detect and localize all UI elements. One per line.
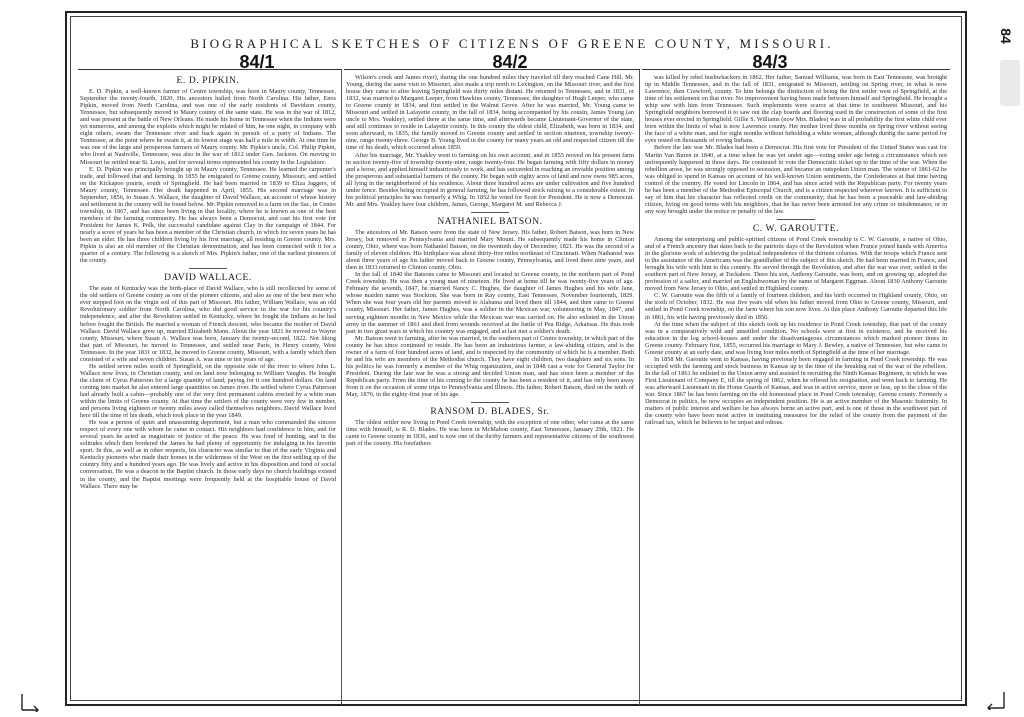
text-column-1	[80, 74, 336, 701]
paragraph: E. D. Pipkin, a well-known farmer of Centre township, was born in Maury county, Tennessee, September the twenty-fourth, 1820. His ancestors hailed from North Carolina. His father, Enos Pipkin, moved from North Carolina, and was one of the early residents of Davidson county, Tennessee, but subsequently moved to Maury county of the same state. He was in the war of 1812, and was present at the battle of New Orleans. He made his home in Tennessee when the Indians were yet numerous, and among the exploits which might be related of him, he one night, in company with eight others, swam the Tennessee river and back again in pursuit of a party of Indians. The Tennessee, at the point where he swam it, at its lowest stage was half a mile in width. At one time he was one of the large and prosperous farmers of Maury county. Mr. Pipkin's uncle, Col. Philip Pipkin, who lived at Nashville, Tennessee, was also in the war of 1812 under Gen. Jackson. On moving to Missouri he settled near St. Louis, and for several terms represented his county in the Legislature.	[80, 88, 336, 166]
paragraph: E. D. Pipkin was principally brought up in Maury county, Tennessee. He learned the carpenter's trade, and followed that and farming. In 1855 he emigrated to Greene county, Missouri, and settled on the Kickapoo prairie, south of Springfield. He had been married in 1839 to Eliza Jaggers, of Maury county, Tennessee. Her death happened in April, 1855. His second marriage was in September, 1856, to Susan A. Wallace, the daughter of David Wallace, an account of whose history and settlement in the county will be found below. Mr. Pipkin removed to a farm on the Sac, in Centre township, in 1867, and has since been living in that locality, where he is known as one of the best members of the farming community. He has always been a Democrat, and cast his first vote for President for James K. Polk, the successful candidate against Clay in the campaign of 1844. For nearly a score of years he has been a member of the Christian church, in which for seven years he has been an elder. He has three children living by his first marriage, all residing in Greene county. Mrs. Pipkin is also an old member of the Christian denomination, and has been connected with it for a quarter of a century. The following is a sketch of Mrs. Pipkin's father, one of the earliest pioneers of the county.	[80, 165, 336, 265]
column-divider-1	[341, 70, 342, 705]
corner-bracket-icon	[20, 690, 42, 712]
heading-wallace: DAVID WALLACE.	[164, 273, 252, 284]
paragraph: Among the enterprising and public-spirited citizens of Pond Creek township is C. W. Garoutte, a native of Ohio, and of a French ancestry that dates back to the patriotic days of the Revolution when France joined hands with America in the glorious work of achieving the political independence of the thirteen colonies. With the troops which France sent to the assistance of the Americans was the grandfather of the subject of this sketch. He had been married in France, and brought his wife with him to this country. He served through the Revolution, and after the war was over, settled in the southern part of New Jersey, at Tuckahoe. There his son, Anthony Garoutte, was born, and on growing up, adopted the profession of a sailor, and married an Englishwoman by the name of Margaret Eggman. About 1830 Anthony Garoutte moved from New Jersey to Ohio, and settled in Highland county.	[645, 235, 947, 293]
text-column-2	[346, 74, 634, 701]
paragraph: Wilson's creek and James river), during the one hundred miles they traveled till they reached Cane Hill. Mr. Young, during the same visit to Missouri, also made a trip north to Lexington, on the Missouri river, and the first house they came to after leaving Springfield was thirty miles distant. He returned to Tennessee, and in 1831, or 1832, was married to Margaret Leeper, from Hawkins county, Tennessee, the daughter of Hugh Leeper, who came to Greene county in 1834, and first settled in the Walnut Grove. After he was married, Mr. Young came to Missouri and settled in Lafayette county, in the fall of 1834, being accompanied by his cousin, James Young (an uncle to Mrs. Yeakley), settled there at the same time, and afterwards became Lieutenant-Governor of the state, and still continues to reside in Lafayette county. In this county the oldest child, Elizabeth, was born in 1834, and soon afterward, in 1835, the family moved to Greene county and settled in section nineteen, township twenty-nine, range twenty-three. George B. Young lived in the county for many years an old and respected citizen till the time of his death, which occurred about 1859.	[346, 74, 634, 152]
paragraph: The oldest settler now living in Pond Creek township, with the exception of one other, who came at the same time with himself, is R. D. Blades. He was born in McMahon county, East Tennessee, January 29th, 1821. He came to Greene county in 1836, and is now one of the thrifty farmers and representative citizens of the southwest part of the county. His forefathers	[346, 419, 634, 448]
paragraph: After his marriage, Mr. Yeakley went to farming on his own account, and in 1855 moved on his present farm in section twenty-five of township twenty-nine, range twenty-four. He began farming with fifty dollars in money and a horse, and applied himself industriously to work, and has succeeded in reaching an enviable position among the prosperous and substantial farmers of the county. He began with eighty acres of land and now owns 985 acres, all lying in the neighborhood of his residence. About three hundred acres are under cultivation and five hundred under fence. Besides being occupied in general farming, he has followed stock raising to a considerable extent. In his political principles he was formerly a Whig. In 1852 he voted for Scott for President. He is now a Democrat. Mr. and Mrs. Yeakley have four children, James, George, Margaret M. and Rebecca J.	[346, 151, 634, 208]
corner-arrow-icon	[984, 688, 1006, 710]
paragraph: The ancestors of Mr. Batson were from the state of New Jersey. His father, Robert Batson, was born in New Jersey, but removed to Pennsylvania and married Mary Mount. He subsequently made his home in Clinton county, Ohio, where was born Nathaniel Batson, on the twentieth day of December, 1821. He was the second of a family of eleven children. His birthplace was about thirty-five miles northeast of Cincinnati. When Nathaniel was about three years of age his father moved back to Greene county, Pennsylvania, and lived there nine years, and then in 1833 returned to Clinton county, Ohio.	[346, 228, 634, 272]
heading-garoutte: C. W. GAROUTTE.	[752, 223, 840, 234]
page-number-1: 84/1	[239, 52, 275, 72]
edge-page-number: 84	[998, 28, 1015, 44]
paragraph: was killed by rebel bushwhackers in 1862. Her father, Samuel Williams, was born in East Tennessee, was brought up in Middle Tennessee, and in the fall of 1831, emigrated to Missouri, settling on Spring river, in what is now Lawrence, then Crawford, county. To him belongs the distinction of being the first settler west of Springfield, at the time of his settlement on that river. No improvement having been made between himself and Springfield. He brought a whip saw with him from Tennessee. Such implements were scarce at that time in southwest Missouri, and his Springfield neighbors borrowed it to saw out the clap boards and flooring used in the construction of some of the first houses ever erected in Springfield. Gillie S. Williams (now Mrs. Blades) was in all probability the first white child ever born within the limits of what is now Lawrence county. Her mother lived three months on Spring river without seeing the face of a white man, and for eight months without beholding a white woman, although during the same period for eyes rested on thousands of roving Indians.	[645, 74, 947, 145]
paragraph: C. W. Garoutte was the fifth of a family of fourteen children, and his birth occurred in Highland county, Ohio, on the sixth of October, 1832. He was five years old when his father moved from Ohio to Greene county, Missouri, and settled in Pond Creek township, on the farm where his son now lives. At this place Anthony Garoutte departed this life in 1861, his wife having previously died in 1856.	[645, 292, 947, 321]
heading-pipkin: E. D. PIPKIN.	[176, 76, 240, 86]
paragraph: At the time when the subject of this sketch took up his residence in Pond Creek township, that part of the county was in a comparatively wild and unsettled condition. No schools were at first in existence, and he received his education in the log school-houses and under the disadvantageous circumstances which marked pioneer times in Greene county. February first, 1855, occurred his marriage to Mary J. Bewley, a native of Tennessee, but who came to Greene county at an early date, and was living four miles north of Springfield at the time of her marriage.	[645, 320, 947, 356]
section-rule	[777, 219, 815, 220]
paragraph: The state of Kentucky was the birth-place of David Wallace, who is still recollected by some of the old settlers of Greene county as one of the pioneer citizens, and also as one of the best men who ever stepped foot on the virgin soil of this part of Missouri. His father, William Wallace, was an old Revolutionary soldier from North Carolina, who did good service in the war for his country's independence, and after the Revolution settled in Kentucky, where he fought the Indians as he had before fought the British. He married a woman of French descent, who became the mother of David Wallace. David Wallace grew up, married Elizabeth Mann. About the year 1821 he moved to Wayne county, Missouri, where Susan A. Wallace was born, January the twenty-second, 1822. Not liking that part of Missouri, he moved to Tennessee, and settled near Paris, in Henry county, West Tennessee. In the year 1831 or 1832, he moved to Greene county, Missouri, with a family which then consisted of a wife and seven children. Susan A. was nine or ten years of age.	[80, 285, 336, 363]
section-rule	[189, 268, 227, 269]
heading-batson: NATHANIEL BATSON.	[437, 216, 543, 227]
column-divider-2	[639, 70, 640, 705]
page-number-2: 84/2	[492, 52, 528, 72]
text-column-3	[645, 74, 947, 701]
scan-smudge	[1000, 60, 1020, 106]
section-rule	[471, 212, 509, 213]
paragraph: Mr. Batson went to farming, after he was married, in the southern part of Centre township, in which part of the county he has since continued to reside. He has been an industrious farmer, a law-abiding citizen, and is the owner of a farm of four hundred acres of land, and is respected by the community of which he is a member. Both he and his wife are members of the Methodist church. They have eight children, two daughters and six sons. In his politics he was formerly a member of the Whig organization, and in 1848 cast a vote for General Taylor for President. During the late war he was a strong and decided Union man, and has since been a member of the Republican party. From the time of his coming to the county he has been a resident of it, and has only been away from it on the occasion of some trips to Pennsylvania and Illinois. His father, Robert Batson, died on the tenth of May, 1876, in the eighty-first year of his age.	[346, 334, 634, 399]
page-number-3: 84/3	[752, 52, 788, 72]
section-rule	[471, 402, 509, 403]
paragraph: In 1858 Mr. Garoutte went to Kansas, having previously been engaged in farming in Pond Creek township. He was occupied with the farming and stock business in Kansas up to the time of the breaking out of the war of the rebellion. In the fall of 1861 he enlisted in the Union army and assisted in recruiting the Ninth Kansas Regiment, in which he was First Lieutenant of Company E, till the spring of 1862, when he offered his resignation, and went back to farming. He was afterward Lieutenant in the Home Guards of Kansas, and was in active service, more or less, up to the close of the war. Since 1867 he has been farming on the old homestead place in Pond Creek township, Greene county. Formerly a Democrat in politics, he now occupies an independent position. He is an active member of the Masonic fraternity. In matters of public interest and welfare he has always borne an active part, and is one of those in the southwest part of the county who have been most active in instituting measures for the relief of the county from the payment of the railroad tax, which he believes to be unjust and odious.	[645, 355, 947, 427]
header-rule-2	[344, 69, 640, 70]
heading-blades: RANSOM D. BLADES, Sr.	[430, 407, 550, 418]
page-title: BIOGRAPHICAL SKETCHES OF CITIZENS OF GREENE COUNTY, MISSOURI.	[190, 36, 834, 51]
paragraph: He was a person of quiet and unassuming deportment, but a man who commanded the sincere respect of every one with whom he came in contact. His neighbors had confidence in him, and for several years he acted as magistrate or justice of the peace. He was fond of hunting, and in the solitudes which then bordered the James he had plenty of opportunity for indulging in his favorite sport. In this, as well as in other respects, his character was similar to that of the early Virginia and Kentucky pioneers who made their homes in the wilderness of the West on the first settling up of the country fifty and a hundred years ago. He was lively and active in his disposition and fond of social conversation. He was a deacon in the Baptist church. In those early days no church buildings existed in the county, and the Baptist meetings were frequently held at the hospitable house of David Wallace. There may be	[80, 419, 336, 490]
paragraph: Before the late war Mr. Blades had been a Democrat. His first vote for President of the United States was cast for Martin Van Buren in 1840, at a time when he was yet under age—voting under age being a circumstance which not unfrequently happened in those days. He continued to vote the Democratic ticket up to the time of the war. When the rebellion arose, he was strongly opposed to secession, and became an outspoken Union man. The winter of 1861-62 he was obliged to spend in Kansas on account of his well-known Union sentiments, the Confederates at that time having control of the country. He voted for Lincoln in 1864, and has since acted with the Republican party. For twenty years he has been a member of the Methodist Episcopal Church, and is a citizen respected wherever known. It is sufficient to say of him that his character has reflected credit on the community; that he has been a peaceable and law-abiding citizen, living on good terms with his neighbors, that he has never been arrested for any crime or misdemeanor, or in any way brought under the notice or penalty of the law.	[645, 144, 947, 215]
paragraph: In the fall of 1840 the Batsons came to Missouri and located in Greene county, in the northern part of Pond Creek township. He was then a young man of nineteen. He lived at home till he was twenty-five years of age. February the seventh, 1847, he married Nancy C. Hughes, the daughter of James Hughes and his wife Jane, whose maiden name was Stockton. She was born in Ray county, East Tennessee, November fourteenth, 1829. When she was four years old her parents moved to Alabama and lived there till 1844, and then came to Greene county, Missouri. Her father, James Hughes, was a soldier in the Mexican war, volunteering in May, 1847, and serving eighteen months in New Mexico while the Mexican war was carried on. He also enlisted in the Union army in the summer of 1861 and died from wounds received at the battle of Pea Ridge, Arkansas. He thus took part in two great wars in which his country was engaged, and at last met a soldier's death.	[346, 271, 634, 335]
paragraph: He settled seven miles south of Springfield, on the opposite side of the river to where John L. Wallace now lives, in Christian county, and on land now belonging to William Vaughn. He bought the claim of Cyrus Patterson for a large quantity of land, paying for it one hundred dollars. On land coming into market he also entered large quantities on James river. He settled where Cyrus Patterson had already built a cabin—probably one of the very first permanent cabins erected by a white man within the limits of Greene county. At that time the settlers of the county were very few in number, and persons living eighteen or twenty miles away called themselves neighbors. David Wallace lived here till the time of his death, which took place in the year 1849.	[80, 362, 336, 420]
header-rule-3	[642, 69, 950, 70]
header-rule-1	[78, 69, 342, 70]
